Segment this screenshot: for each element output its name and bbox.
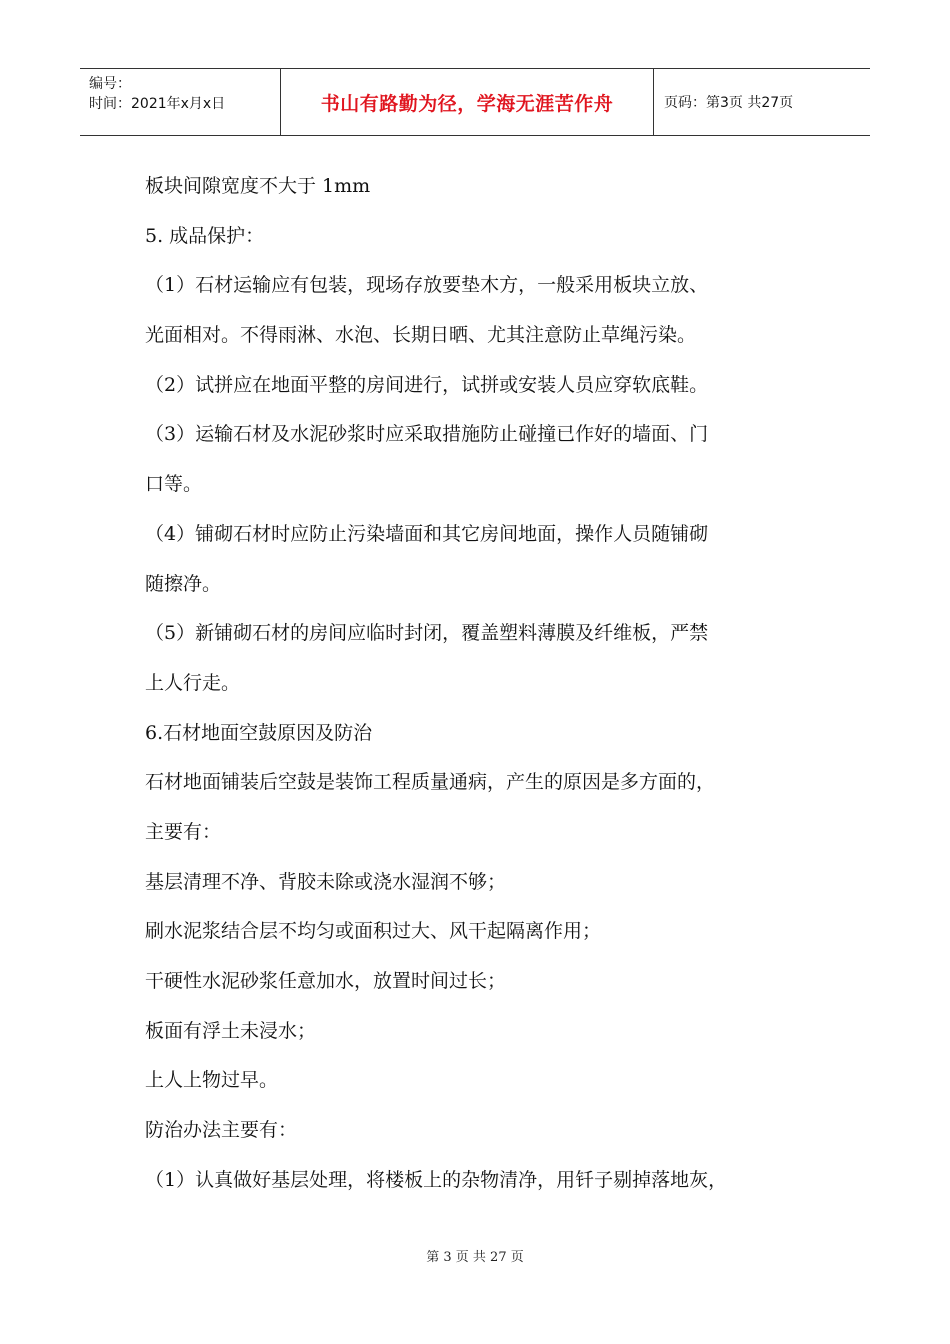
body-line: 主要有： (145, 820, 222, 843)
page-footer (0, 1246, 950, 1265)
body-line: 干硬性水泥砂浆任意加水，放置时间过长； (145, 970, 507, 992)
header-motto-cell (281, 69, 654, 135)
body-line: （1）石材运输应有包装，现场存放要垫木方，一般采用板块立放、 (145, 274, 709, 297)
document-header (80, 68, 870, 136)
body-line: （5）新铺砌石材的房间应临时封闭，覆盖塑料薄膜及纤维板，严禁 (145, 622, 709, 645)
header-page-cell (654, 69, 870, 135)
body-line: 基层清理不净、背胶未除或浇水湿润不够； (145, 870, 507, 893)
body-line: （2）试拼应在地面平整的房间进行，试拼或安装人员应穿软底鞋。 (145, 373, 709, 396)
document-time-label: 时间：2021年x月x日 (89, 96, 226, 112)
body-line: （3）运输石材及水泥砂浆时应采取措施防止碰撞已作好的墙面、门 (145, 423, 709, 446)
body-line: （4）铺砌石材时应防止污染墙面和其它房间地面，操作人员随铺砌 (145, 522, 709, 545)
body-line: 板块间隙宽度不大于 1mm (145, 175, 371, 197)
body-line: 防治办法主要有： (145, 1119, 298, 1142)
header-page-code: 页码：第3页 共27页 (664, 95, 794, 111)
body-line: 刷水泥浆结合层不均匀或面积过大、风干起隔离作用； (145, 920, 602, 943)
section-heading-product-protection: 5. 成品保护： (145, 224, 265, 247)
document-body (145, 168, 835, 1211)
section-heading-hollowing: 6.石材地面空鼓原因及防治 (145, 721, 373, 744)
body-line: 光面相对。不得雨淋、水泡、长期日晒、尤其注意防止草绳污染。 (145, 324, 697, 347)
body-line: （1）认真做好基层处理，将楼板上的杂物清净，用钎子剔掉落地灰， (145, 1168, 728, 1191)
body-line: 口等。 (145, 473, 203, 496)
body-line: 上人上物过早。 (145, 1069, 279, 1092)
body-line: 板面有浮土未浸水； (145, 1019, 317, 1042)
document-number-label: 编号： (89, 76, 131, 92)
header-meta-cell (80, 69, 281, 135)
body-line: 石材地面铺装后空鼓是装饰工程质量通病，产生的原因是多方面的， (145, 771, 716, 794)
footer-page-number: 第 3 页 共 27 页 (426, 1250, 524, 1265)
header-motto: 书山有路勤为径，学海无涯苦作舟 (320, 92, 614, 115)
body-line: 随擦净。 (145, 572, 222, 595)
body-line: 上人行走。 (145, 671, 241, 694)
